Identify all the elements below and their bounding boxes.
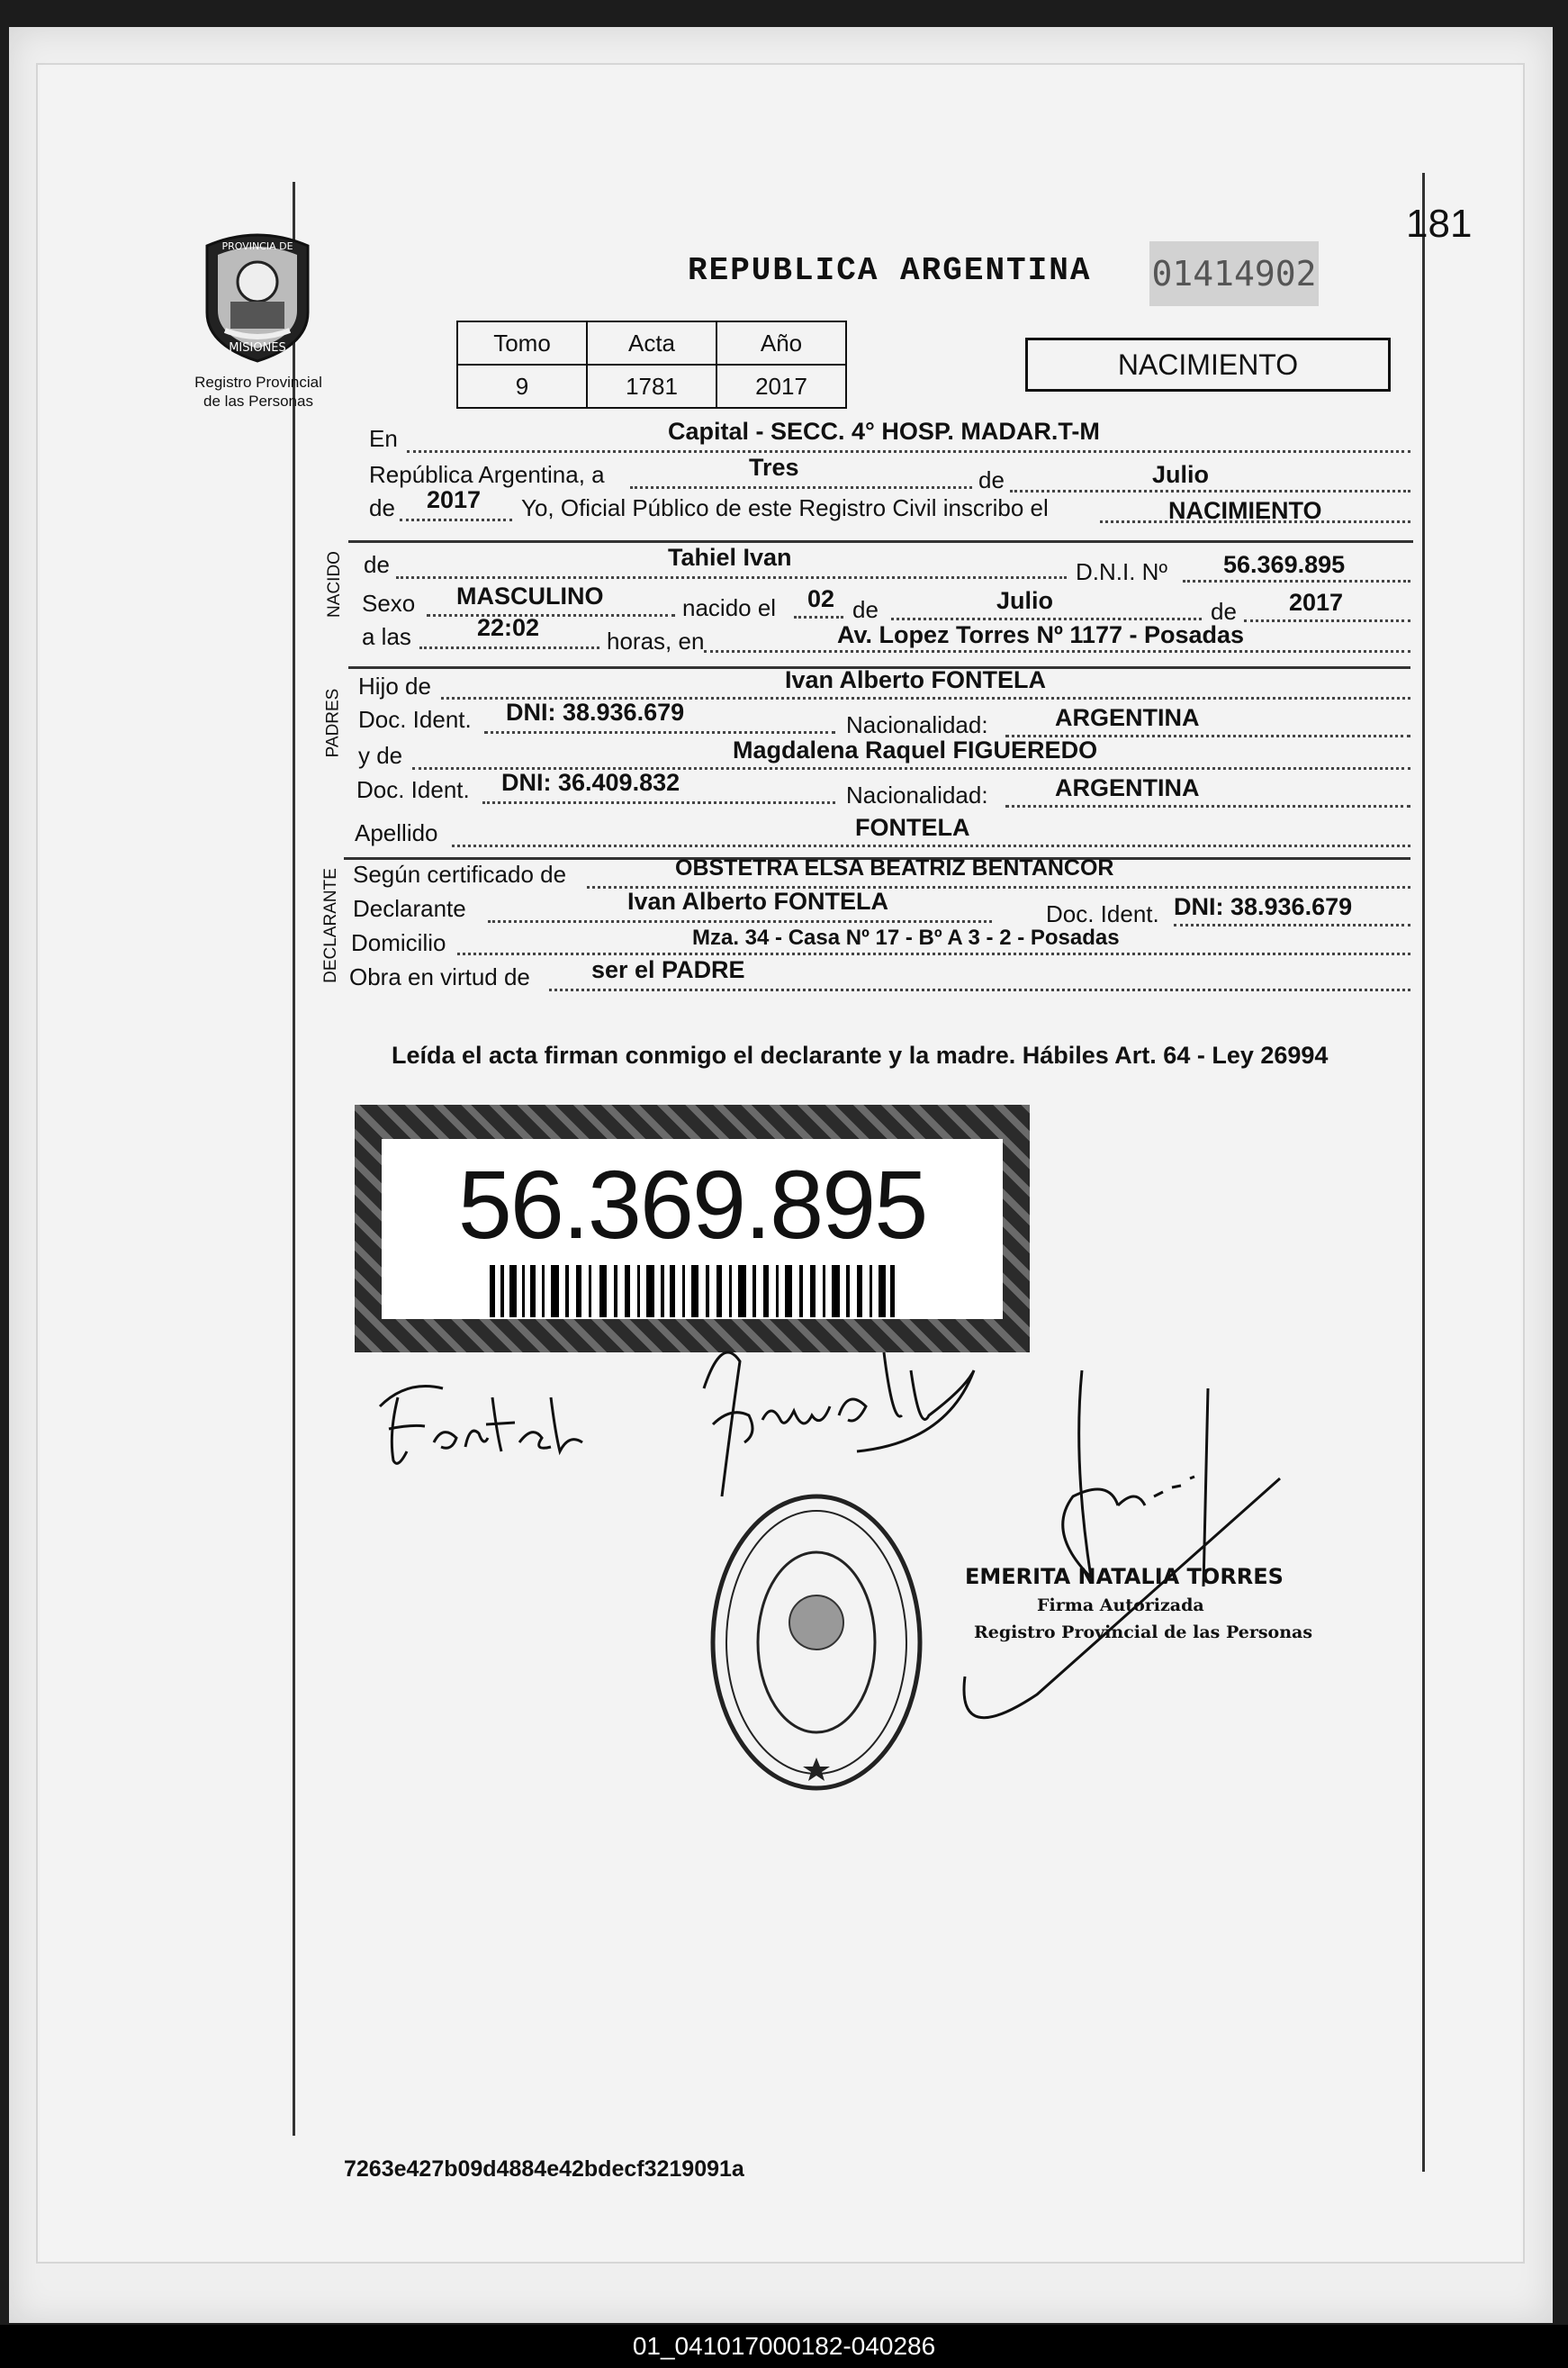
horas-label: horas, en: [607, 628, 705, 655]
mother-doc-line: [482, 801, 835, 804]
obra-value: ser el PADRE: [591, 956, 745, 983]
logo-caption: Registro Provincial de las Personas: [194, 374, 322, 410]
image-filename-caption: 01_041017000182-040286: [0, 2325, 1568, 2368]
a-las-label: a las: [362, 623, 411, 650]
dni-line: [1183, 580, 1410, 583]
segun-label: Según certificado de: [353, 861, 567, 888]
month-line: [1010, 490, 1410, 493]
paper-sheet: [9, 27, 1553, 2323]
mother-doc-label: Doc. Ident.: [356, 776, 470, 803]
svg-text:PROVINCIA DE: PROVINCIA DE: [221, 240, 293, 252]
declarante-section-label: DECLARANTE: [320, 868, 340, 983]
anio-header: Año: [716, 321, 846, 365]
left-margin-rule: [293, 182, 295, 2136]
birth-place-value: Av. Lopez Torres Nº 1177 - Posadas: [837, 621, 1245, 648]
yo-text: Yo, Oficial Público de este Registro Civil inscribo el: [521, 494, 1049, 521]
declarante-value: Ivan Alberto FONTELA: [627, 888, 889, 915]
place-line: [704, 650, 1410, 653]
father-doc-line: [484, 731, 835, 734]
father-doc-value: DNI: 38.936.679: [506, 699, 685, 726]
day-value: Tres: [749, 454, 799, 481]
de-label: de: [978, 466, 1005, 493]
declarante-label: Declarante: [353, 895, 466, 922]
nacido-top-rule: [348, 540, 1413, 543]
father-nac-value: ARGENTINA: [1055, 704, 1200, 731]
birth-year-value: 2017: [1289, 589, 1344, 616]
segun-value: OBSTETRA ELSA BEATRIZ BENTANCOR: [675, 855, 1114, 881]
serial-number: 01414902: [1149, 241, 1319, 306]
id-number-sticker: [355, 1105, 1030, 1352]
day-line: [630, 486, 972, 489]
en-label: En: [369, 425, 398, 452]
domicilio-line: [457, 953, 1410, 955]
birth-de3-label: de: [1211, 598, 1237, 625]
inscribo-value: NACIMIENTO: [1168, 497, 1322, 524]
apellido-label: Apellido: [355, 819, 438, 846]
domicilio-label: Domicilio: [351, 929, 446, 956]
declarant-signature: [371, 1361, 605, 1487]
birth-day-line: [794, 616, 843, 619]
declarante-line: [488, 920, 992, 923]
name-line: [396, 576, 1067, 579]
mother-nac-label: Nacionalidad:: [846, 782, 988, 809]
nacido-el-label: nacido el: [682, 594, 777, 621]
right-margin-rule: [1422, 173, 1425, 2172]
mother-name-value: Magdalena Raquel FIGUEREDO: [733, 737, 1098, 764]
declarante-doc-label: Doc. Ident.: [1046, 900, 1159, 927]
hour-value: 22:02: [477, 614, 540, 641]
mother-nac-value: ARGENTINA: [1055, 774, 1200, 801]
birth-month-value: Julio: [996, 587, 1054, 614]
id-sticker-number: 56.369.895: [457, 1150, 927, 1259]
declarante-doc-value: DNI: 38.936.679: [1174, 893, 1353, 920]
year-value: 2017: [427, 486, 482, 513]
official-name: EMERITA NATALIA TORRES: [965, 1564, 1284, 1589]
official-office: Registro Provincial de las Personas: [974, 1622, 1313, 1642]
sexo-label: Sexo: [362, 590, 416, 617]
hijo-label: Hijo de: [358, 673, 431, 700]
sexo-value: MASCULINO: [456, 583, 604, 610]
birth-de-label: de: [852, 596, 879, 623]
mother-doc-value: DNI: 36.409.832: [501, 769, 680, 796]
country-title: REPUBLICA ARGENTINA: [688, 252, 1092, 289]
id-sticker-inner: [382, 1139, 1003, 1319]
domicilio-value: Mza. 34 - Casa Nº 17 - Bº A 3 - 2 - Posadas: [692, 926, 1120, 950]
nacido-section-label: NACIDO: [324, 551, 344, 618]
hour-line: [419, 646, 599, 649]
year-line: [400, 519, 512, 521]
province-shield-logo: [198, 230, 317, 365]
birth-month-line: [891, 618, 1202, 620]
registry-seal: [704, 1487, 929, 1798]
declarante-doc-line: [1174, 924, 1410, 926]
obra-line: [549, 989, 1410, 991]
tomo-value: 9: [457, 365, 587, 408]
dni-label: D.N.I. Nº: [1076, 558, 1167, 585]
official-role: Firma Autorizada: [1037, 1595, 1204, 1615]
apellido-line: [452, 845, 1410, 847]
barcode-icon: [490, 1265, 895, 1317]
mother-nac-line: [1005, 805, 1410, 808]
page-number: 181: [1406, 202, 1473, 246]
acta-header: Acta: [587, 321, 716, 365]
registry-table: [456, 321, 847, 409]
sexo-line: [427, 614, 675, 617]
anio-value: 2017: [716, 365, 846, 408]
obra-label: Obra en virtud de: [349, 963, 530, 990]
de2-label: de: [369, 494, 395, 521]
padres-section-label: PADRES: [323, 688, 343, 758]
child-dni-value: 56.369.895: [1223, 551, 1346, 578]
document-page: [36, 63, 1525, 2264]
svg-text:MISIONES: MISIONES: [229, 341, 286, 355]
acta-value: 1781: [587, 365, 716, 408]
nacido-de-label: de: [364, 551, 390, 578]
yde-label: y de: [358, 742, 403, 769]
child-name-value: Tahiel Ivan: [668, 544, 792, 571]
republica-label: República Argentina, a: [369, 461, 605, 488]
birth-day-value: 02: [807, 585, 835, 612]
tomo-header: Tomo: [457, 321, 587, 365]
document-type-box: NACIMIENTO: [1025, 338, 1391, 392]
apellido-value: FONTELA: [855, 814, 970, 841]
father-name-value: Ivan Alberto FONTELA: [785, 666, 1047, 693]
father-doc-label: Doc. Ident.: [358, 706, 472, 733]
father-nac-label: Nacionalidad:: [846, 711, 988, 738]
document-hash: 7263e427b09d4884e42bdecf3219091a: [344, 2156, 744, 2182]
month-value: Julio: [1152, 461, 1210, 488]
en-value: Capital - SECC. 4° HOSP. MADAR.T-M: [668, 418, 1100, 445]
closing-note: Leída el acta firman conmigo el declarante y la madre. Hábiles Art. 64 - Ley 26994: [392, 1042, 1329, 1069]
en-line: [407, 450, 1410, 453]
birth-year-line: [1244, 619, 1410, 622]
